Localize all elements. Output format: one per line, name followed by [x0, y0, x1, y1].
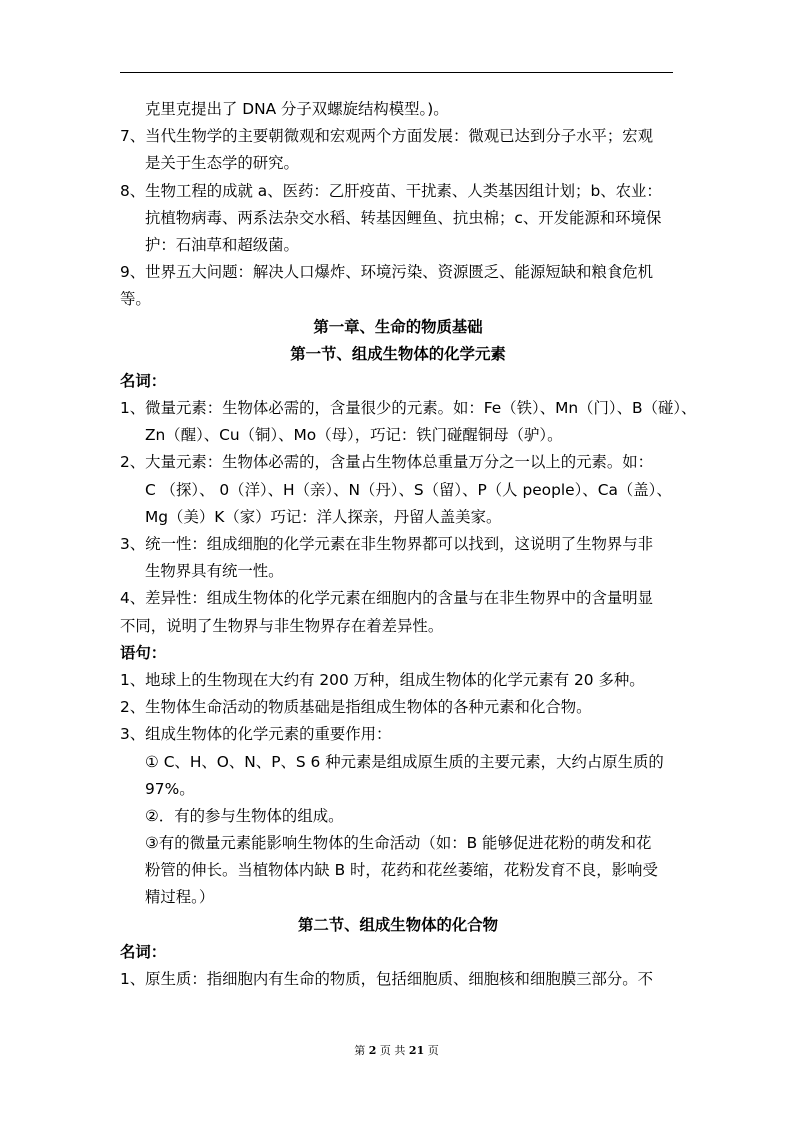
footer-suffix: 页	[427, 1044, 439, 1057]
text-line: 3、组成生物体的化学元素的重要作用：	[120, 725, 392, 744]
text-line: 2、大量元素：生物体必需的，含量占生物体总重量万分之一以上的元素。如：	[120, 453, 654, 472]
subheading: 名词：	[120, 942, 167, 961]
total-page-number: 21	[408, 1044, 425, 1057]
document-body	[120, 96, 697, 993]
section-heading: 第一节、组成生物体的化学元素	[290, 344, 506, 363]
text-line: Mg（美）K（家）巧记：洋人探亲，丹留人盖美家。	[145, 507, 502, 526]
text-line: 克里克提出了 DNA 分子双螺旋结构模型。)。	[145, 100, 449, 118]
text-line: 1、原生质：指细胞内有生命的物质，包括细胞质、细胞核和细胞膜三部分。不	[120, 970, 654, 988]
current-page-number: 2	[368, 1044, 377, 1057]
subheading: 名词：	[120, 371, 167, 390]
text-line: 护：石油草和超级菌。	[145, 235, 299, 254]
text-line: 粉管的伸长。当植物体内缺 B 时，花药和花丝萎缩，花粉发育不良，影响受	[145, 861, 658, 880]
header-rule	[120, 72, 673, 73]
text-line: 是关于生态学的研究。	[145, 154, 299, 173]
text-line: 1、地球上的生物现在大约有 200 万种，组成生物体的化学元素有 20 多种。	[120, 670, 645, 689]
text-line: 2、生物体生命活动的物质基础是指组成生物体的各种元素和化合物。	[120, 698, 592, 717]
text-line: 生物界具有统一性。	[145, 562, 284, 581]
text-line: 8、生物工程的成就 a、医药：乙肝疫苗、干扰素、人类基因组计划；b、农业：	[120, 181, 662, 200]
text-line: 抗植物病毒、两系法杂交水稻、转基因鲤鱼、抗虫棉；c、开发能源和环境保	[145, 208, 662, 227]
section-heading: 第二节、组成生物体的化合物	[297, 915, 499, 934]
text-line: 3、统一性：组成细胞的化学元素在非生物界都可以找到，这说明了生物界与非	[120, 535, 654, 553]
subheading: 语句：	[120, 643, 167, 662]
text-line: C （探）、 0（洋）、H（亲）、N（丹）、S（留）、P（人 people）、Ca（盖）、	[145, 480, 672, 499]
footer-prefix: 第	[354, 1044, 366, 1057]
page-footer	[0, 1042, 793, 1058]
text-line: 等。	[120, 290, 151, 309]
text-line: Zn（醒）、Cu（铜）、Mo（母），巧记：铁门碰醒铜母（驴）。	[145, 426, 563, 445]
text-line: ③有的微量元素能影响生物体的生命活动（如：B 能够促进花粉的萌发和花	[145, 834, 652, 853]
footer-middle: 页 共	[379, 1044, 406, 1057]
text-line: 1、微量元素：生物体必需的，含量很少的元素。如：Fe（铁）、Mn（门）、B（碰）、	[120, 399, 697, 418]
section-heading: 第一章、生命的物质基础	[313, 317, 483, 336]
text-line: 4、差异性：组成生物体的化学元素在细胞内的含量与在非生物界中的含量明显	[120, 589, 654, 608]
text-line: 精过程。）	[145, 888, 215, 907]
text-line: 97%。	[145, 779, 195, 798]
text-line: 7、当代生物学的主要朝微观和宏观两个方面发展：微观已达到分子水平；宏观	[120, 127, 654, 146]
text-line: 9、世界五大问题：解决人口爆炸、环境污染、资源匮乏、能源短缺和粮食危机	[120, 263, 654, 282]
text-line: 不同，说明了生物界与非生物界存在着差异性。	[120, 616, 444, 635]
text-line: ②．有的参与生物体的组成。	[145, 806, 344, 825]
text-line: ① C、H、O、N、P、S 6 种元素是组成原生质的主要元素，大约占原生质的	[145, 752, 664, 771]
